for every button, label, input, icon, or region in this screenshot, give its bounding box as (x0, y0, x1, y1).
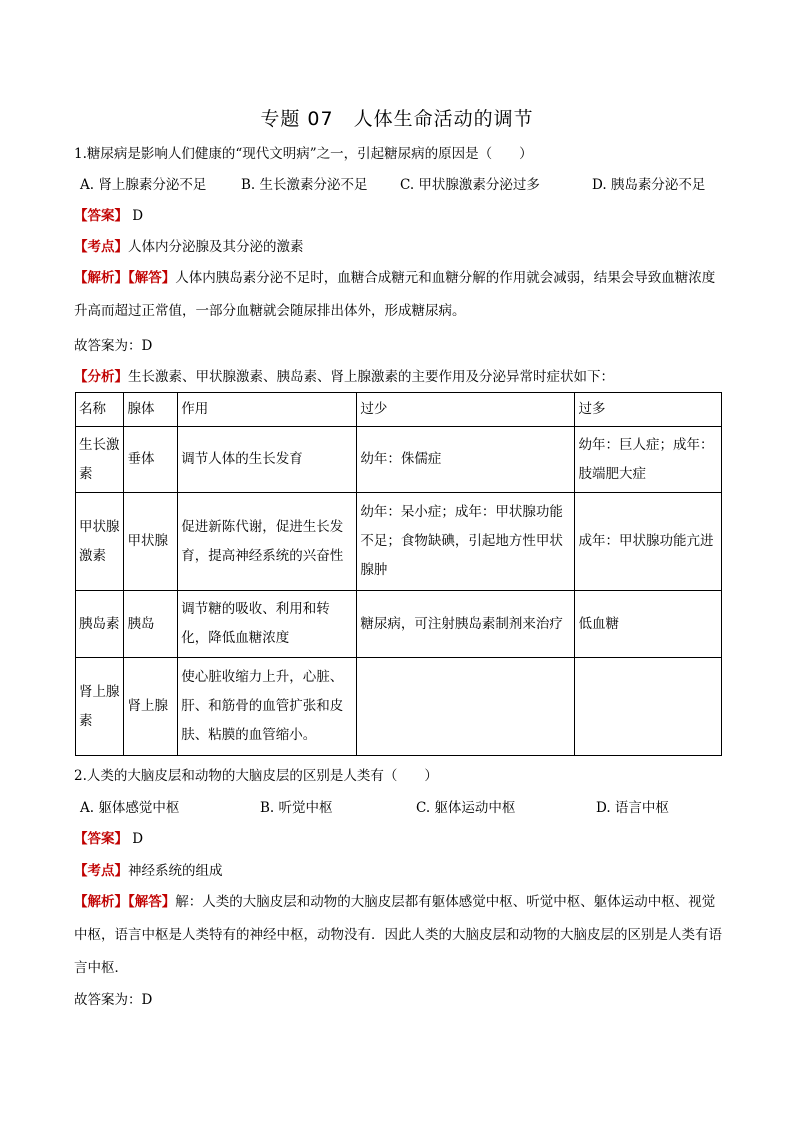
q2-jiexi (74, 886, 724, 985)
table-row (76, 591, 722, 658)
fenxi-tag: 【分析】 (74, 369, 128, 385)
table-cell: 胰岛素 (76, 591, 124, 658)
table-header-cell: 腺体 (124, 393, 178, 427)
table-cell: 胰岛 (124, 591, 178, 658)
table-cell: 甲状腺 (124, 493, 178, 591)
table-cell: 甲状腺激素 (76, 493, 124, 591)
table-cell: 幼年：侏儒症 (357, 427, 575, 493)
jiexi-tag: 【解析】【解答】 (74, 894, 176, 910)
answer-tag: 【答案】 (74, 208, 128, 224)
answer-value: D (132, 208, 144, 224)
q2-option-c: C. 躯体运动中枢 (416, 800, 516, 816)
jiexi-text: 人体内胰岛素分泌不足时，血糖合成糖元和血糖分解的作用就会减弱，结果会导致血糖浓度升高而超过正常值，一部分血糖就会随尿排出体外，形成糖尿病。 (74, 270, 716, 319)
q2-option-b: B. 听觉中枢 (260, 800, 333, 816)
table-cell (575, 658, 722, 756)
q2-final-answer: 故答案为：D (74, 992, 153, 1008)
answer-tag: 【答案】 (74, 831, 128, 847)
jiexi-tag: 【解析】【解答】 (74, 270, 176, 286)
table-header-cell: 名称 (76, 393, 124, 427)
hormone-table (75, 392, 722, 756)
table-cell (357, 658, 575, 756)
q2-kaodian (74, 861, 724, 881)
table-cell: 肾上腺素 (76, 658, 124, 756)
q2-option-d: D. 语言中枢 (596, 800, 669, 816)
table-cell: 垂体 (124, 427, 178, 493)
table-cell: 幼年：呆小症；成年：甲状腺功能不足；食物缺碘，引起地方性甲状腺肿 (357, 493, 575, 591)
table-header-cell: 过少 (357, 393, 575, 427)
table-cell: 调节糖的吸收、利用和转化，降低血糖浓度 (178, 591, 357, 658)
q2-answer (74, 829, 724, 849)
q1-stem: 1.糖尿病是影响人们健康的“现代文明病”之一，引起糖尿病的原因是（ ） (74, 146, 533, 162)
page-title: 专题 07 人体生命活动的调节 (260, 108, 534, 130)
q1-option-a: A. 肾上腺素分泌不足 (80, 177, 207, 193)
table-header-cell: 过多 (575, 393, 722, 427)
kaodian-tag: 【考点】 (74, 239, 128, 255)
table-header-cell: 作用 (178, 393, 357, 427)
jiexi-text: 解：人类的大脑皮层和动物的大脑皮层都有躯体感觉中枢、听觉中枢、躯体运动中枢、视觉中枢，语言中枢是人类特有的神经中枢，动物没有．因此人类的大脑皮层和动物的大脑皮层的区别是人类有语言中枢． (74, 894, 722, 976)
q1-option-c: C. 甲状腺激素分泌过多 (400, 177, 540, 193)
table-header-row (76, 393, 722, 427)
kaodian-text: 人体内分泌腺及其分泌的激素 (128, 239, 304, 255)
table-cell: 使心脏收缩力上升，心脏、肝、和筋骨的血管扩张和皮肤、粘膜的血管缩小。 (178, 658, 357, 756)
table-cell: 糖尿病，可注射胰岛素制剂来治疗 (357, 591, 575, 658)
fenxi-text: 生长激素、甲状腺激素、胰岛素、肾上腺激素的主要作用及分泌异常时症状如下： (128, 369, 614, 385)
table-cell: 调节人体的生长发育 (178, 427, 357, 493)
table-row (76, 658, 722, 756)
q1-answer (74, 206, 724, 226)
table-row (76, 427, 722, 493)
kaodian-text: 神经系统的组成 (128, 863, 223, 879)
q1-option-b: B. 生长激素分泌不足 (241, 177, 368, 193)
table-cell: 低血糖 (575, 591, 722, 658)
table-cell: 成年：甲状腺功能亢进 (575, 493, 722, 591)
q1-final-answer: 故答案为：D (74, 338, 153, 354)
table-cell: 幼年：巨人症；成年：肢端肥大症 (575, 427, 722, 493)
q1-fenxi (74, 367, 724, 387)
answer-value: D (132, 831, 144, 847)
q1-jiexi (74, 262, 724, 328)
kaodian-tag: 【考点】 (74, 863, 128, 879)
table-cell: 生长激素 (76, 427, 124, 493)
q1-option-d: D. 胰岛素分泌不足 (592, 177, 706, 193)
table-cell: 肾上腺 (124, 658, 178, 756)
q2-stem: 2.人类的大脑皮层和动物的大脑皮层的区别是人类有（ ） (74, 768, 438, 784)
table-cell: 促进新陈代谢，促进生长发育，提高神经系统的兴奋性 (178, 493, 357, 591)
q1-kaodian (74, 237, 724, 257)
q2-option-a: A. 躯体感觉中枢 (80, 800, 180, 816)
table-row (76, 493, 722, 591)
